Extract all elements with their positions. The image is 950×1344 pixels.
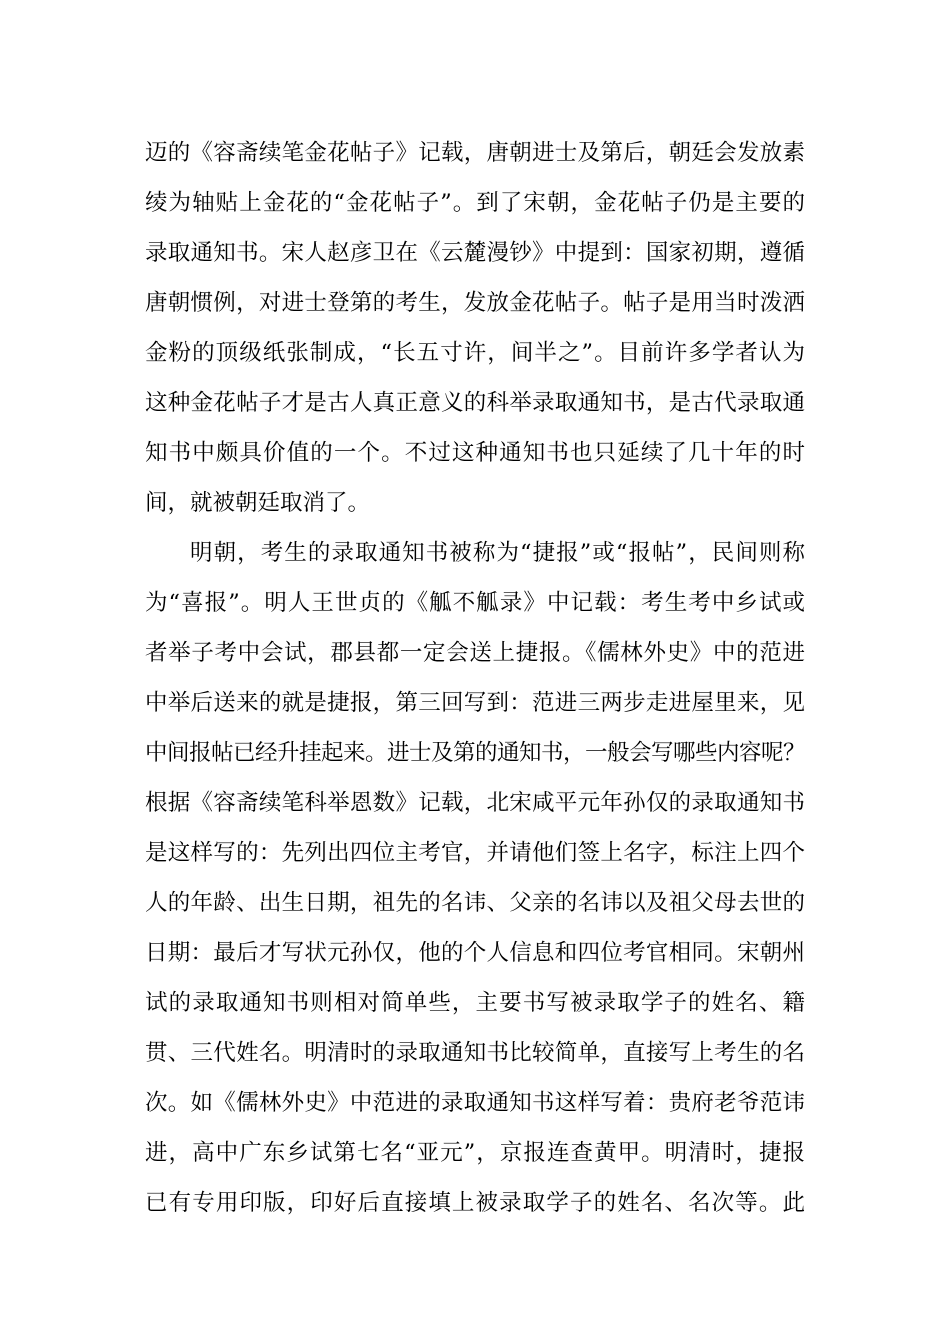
text-line: 中间报帖已经升挂起来。进士及第的通知书，一般会写哪些内容呢？ <box>145 740 806 766</box>
text-line: 已有专用印版，印好后直接填上被录取学子的姓名、名次等。此 <box>145 1190 805 1216</box>
text-line: 为“喜报”。明人王世贞的《觚不觚录》中记载：考生考中乡试或 <box>145 590 805 616</box>
text-line: 日期：最后才写状元孙仅，他的个人信息和四位考官相同。宋朝州 <box>145 940 805 966</box>
text-line: 这种金花帖子才是古人真正意义的科举录取通知书，是古代录取通 <box>145 390 805 416</box>
text-line: 唐朝惯例，对进士登第的考生，发放金花帖子。帖子是用当时泼洒 <box>145 290 805 316</box>
text-line: 试的录取通知书则相对简单些，主要书写被录取学子的姓名、籍 <box>145 990 805 1016</box>
text-line: 者举子考中会试，郡县都一定会送上捷报。《儒林外史》中的范进 <box>145 640 805 666</box>
text-line: 迈的《容斋续笔金花帖子》记载，唐朝进士及第后，朝廷会发放素 <box>145 140 805 166</box>
text-line: 明朝，考生的录取通知书被称为“捷报”或“报帖”，民间则称 <box>190 540 805 566</box>
text-line: 中举后送来的就是捷报，第三回写到：范进三两步走进屋里来，见 <box>145 690 805 716</box>
text-line: 知书中颇具价值的一个。不过这种通知书也只延续了几十年的时 <box>145 440 805 466</box>
text-line: 进，高中广东乡试第七名“亚元”，京报连查黄甲。明清时，捷报 <box>145 1140 805 1166</box>
text-line: 绫为轴贴上金花的“金花帖子”。到了宋朝，金花帖子仍是主要的 <box>145 190 805 216</box>
text-line: 是这样写的：先列出四位主考官，并请他们签上名字，标注上四个 <box>145 840 805 866</box>
text-line: 录取通知书。宋人赵彦卫在《云麓漫钞》中提到：国家初期，遵循 <box>145 240 805 266</box>
text-line: 人的年龄、出生日期，祖先的名讳、父亲的名讳以及祖父母去世的 <box>145 890 805 916</box>
text-line: 次。如《儒林外史》中范进的录取通知书这样写着：贵府老爷范讳 <box>145 1090 805 1116</box>
text-line: 间，就被朝廷取消了。 <box>145 490 371 516</box>
text-line: 贯、三代姓名。明清时的录取通知书比较简单，直接写上考生的名 <box>145 1040 805 1066</box>
text-line: 根据《容斋续笔科举恩数》记载，北宋咸平元年孙仅的录取通知书 <box>145 790 805 816</box>
text-line: 金粉的顶级纸张制成，“长五寸许，间半之”。目前许多学者认为 <box>145 340 805 366</box>
